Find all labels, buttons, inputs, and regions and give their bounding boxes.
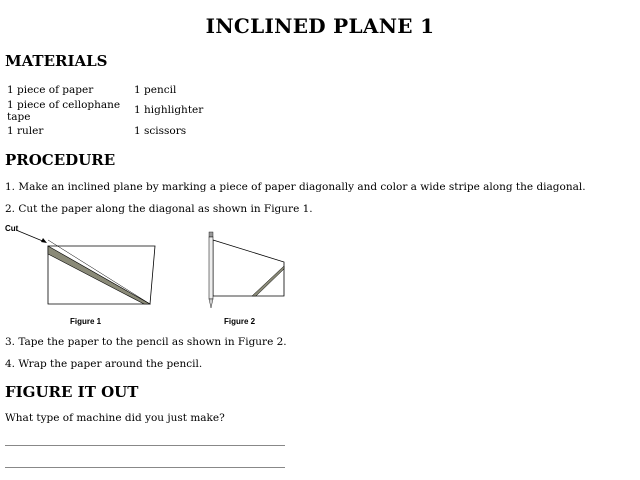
cut-arrowhead (41, 238, 47, 243)
procedure-step-1: 1. Make an inclined plane by marking a piece of paper diagonally and color a wide stripe along the diagonal. (5, 181, 586, 193)
material-item: 1 highlighter (134, 104, 204, 116)
paper-sheet (48, 246, 155, 304)
procedure-step-2: 2. Cut the paper along the diagonal as shown in Figure 1. (5, 203, 313, 215)
figure-1-drawing (16, 230, 155, 304)
figures-illustration (0, 222, 300, 332)
cut-label: Cut (5, 224, 19, 233)
procedure-heading: PROCEDURE (5, 151, 116, 169)
pencil-eraser (209, 232, 213, 237)
page-title: INCLINED PLANE 1 (205, 14, 435, 38)
material-item: 1 piece of cellophane tape (7, 99, 121, 123)
question-text: What type of machine did you just make? (5, 412, 225, 424)
pencil-tip (209, 299, 213, 308)
answer-line[interactable] (5, 445, 285, 446)
procedure-step-4: 4. Wrap the paper around the pencil. (5, 358, 203, 370)
materials-heading: MATERIALS (5, 52, 108, 70)
figure-it-out-heading: FIGURE IT OUT (5, 383, 139, 401)
material-item: 1 pencil (134, 84, 177, 96)
figure-2-drawing (209, 232, 284, 308)
material-item: 1 scissors (134, 125, 187, 137)
figure-2-label: Figure 2 (224, 317, 256, 326)
procedure-step-3: 3. Tape the paper to the pencil as shown in Figure 2. (5, 336, 287, 348)
paper-on-pencil (213, 240, 284, 296)
figure-1-label: Figure 1 (70, 317, 102, 326)
material-item: 1 piece of paper (7, 84, 94, 96)
pencil-body (209, 237, 213, 299)
material-item: 1 ruler (7, 125, 44, 137)
answer-line[interactable] (5, 467, 285, 468)
cut-arrow (16, 230, 45, 242)
